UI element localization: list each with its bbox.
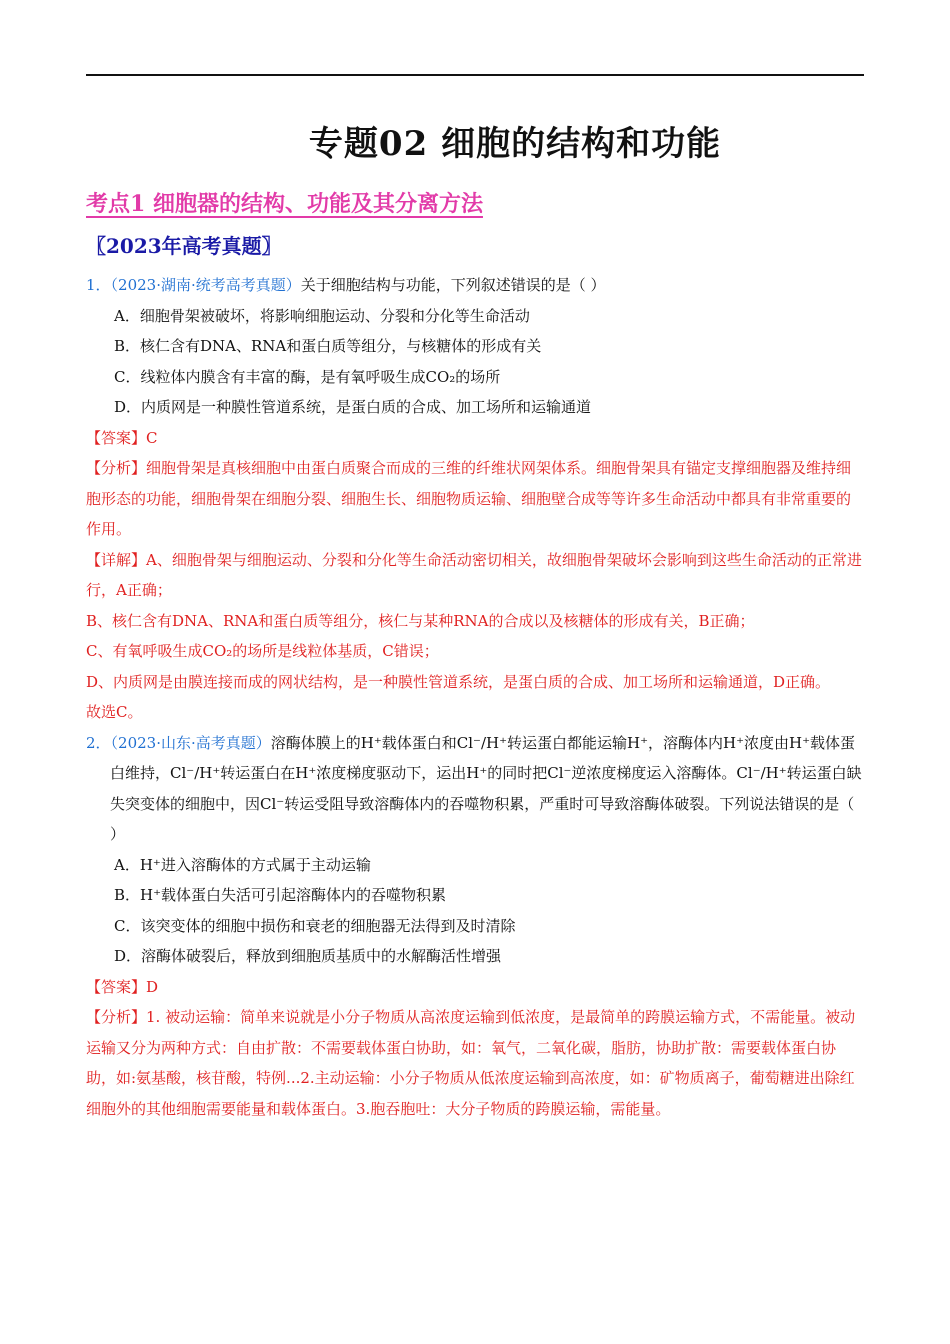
detail-line: 故选C。 [86,703,143,721]
option-b: B．核仁含有DNA、RNA和蛋白质等组分，与核糖体的形成有关 [114,337,542,355]
header-rule [86,74,864,76]
option-b: B．H⁺载体蛋白失活可引起溶酶体内的吞噬物积累 [114,886,447,904]
page-title: 专题02 细胞的结构和功能 [308,124,722,164]
question-source: （2023·山东·高考真题） [110,733,271,752]
analysis: 【分析】细胞骨架是真核细胞中由蛋白质聚合而成的三维的纤维状网架体系。细胞骨架具有锚定支撑细胞器及维持细胞形态的功能，细胞骨架在细胞分裂、细胞生长、细胞物质运输、细胞壁合成等等许多生命活动中都具有非常重要的作用。 [86,459,852,538]
subsection-heading: 〖2023年高考真题〗 [86,234,282,258]
detail-line: 【详解】A、细胞骨架与细胞运动、分裂和分化等生命活动密切相关，故细胞骨架破坏会影响到这些生命活动的正常进行，A正确； [86,550,862,599]
option-d: D．溶酶体破裂后，释放到细胞质基质中的水解酶活性增强 [114,947,502,965]
answer: 【答案】D [86,977,159,996]
option-a: A．H⁺进入溶酶体的方式属于主动运输 [114,855,371,874]
question-number: 1． [86,276,111,294]
option-d: D．内质网是一种膜性管道系统，是蛋白质的合成、加工场所和运输通道 [114,398,592,416]
question-text: 关于细胞结构与功能，下列叙述错误的是（ ） [300,276,606,294]
content [86,270,864,1124]
option-c: C．线粒体内膜含有丰富的酶，是有氧呼吸生成CO₂的场所 [114,367,501,386]
detail-line: D、内质网是由膜连接而成的网状结构，是一种膜性管道系统，是蛋白质的合成、加工场所和运输通道，D正确。 [86,672,831,691]
option-a: A．细胞骨架被破坏，将影响细胞运动、分裂和分化等生命活动 [114,306,530,325]
question-text: 溶酶体膜上的H⁺载体蛋白和Cl⁻/H⁺转运蛋白都能运输H⁺，溶酶体内H⁺浓度由H⁺载体蛋白维持，Cl⁻/H⁺转运蛋白在H⁺浓度梯度驱动下，运出H⁺的同时把Cl⁻逆浓度梯度运入溶酶体。Cl⁻/H⁺转运蛋白缺失突变体的细胞中，因Cl⁻转运受阻导致溶酶体内的吞噬物积累，严重时可导致溶酶体破裂。下列说法错误的是（ ） [110,733,862,843]
question-number: 2． [86,733,111,752]
analysis: 【分析】1. 被动运输：简单来说就是小分子物质从高浓度运输到低浓度，是最简单的跨膜运输方式，不需能量。被动运输又分为两种方式：自由扩散：不需要载体蛋白协助，如：氧气，二氧化碳，脂肪，协助扩散：需要载体蛋白协助，如:氨基酸，核苷酸，特例...2.主动运输：小分子物质从低浓度运输到高浓度，如：矿物质离子，葡萄糖进出除红细胞外的其他细胞需要能量和载体蛋白。3.胞吞胞吐：大分子物质的跨膜运输，需能量。 [86,1008,856,1118]
question-1-stem [86,270,864,301]
question-2-stem [86,728,864,850]
option-c: C．该突变体的细胞中损伤和衰老的细胞器无法得到及时清除 [114,916,516,935]
answer: 【答案】C [86,428,158,447]
section-heading: 考点1 细胞器的结构、功能及其分离方法 [86,191,483,217]
question-source: （2023·湖南·统考高考真题） [110,276,301,294]
detail-line: C、有氧呼吸生成CO₂的场所是线粒体基质，C错误； [86,642,439,660]
detail-line: B、核仁含有DNA、RNA和蛋白质等组分，核仁与某种RNA的合成以及核糖体的形成有关，B正确； [86,611,755,630]
